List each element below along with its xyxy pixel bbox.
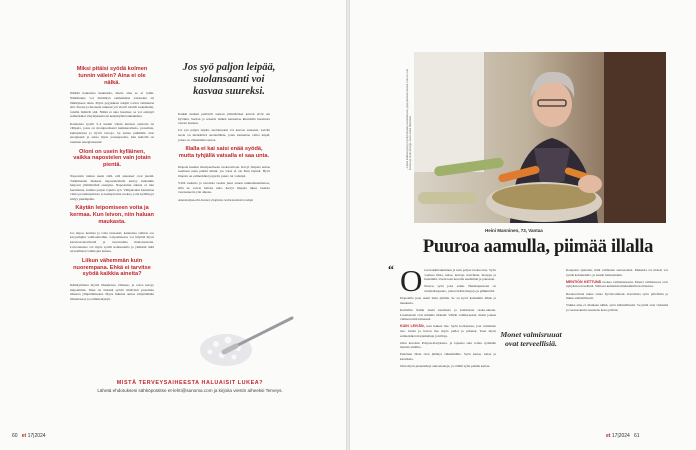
body-paragraph: Nälkää kannattaa kuunnella, mutta aina se ei toimi. Nälkätunne voi häiriintyä esimerkiksi sairauden tai lääkityksen takia. Myös psyykkiset tekijät voivat vaimentaa sitä. Stressi ja huonosti nukutut yöt vievät toisilla ruokahalun, toisilla lisäävät sitä. Nälkä ei aina huomaa; se voi esiintyä esimerkiksi väsymyksenä tai keskittymisvaikeuksina. xyxy=(70,91,154,119)
portrait-photo xyxy=(414,52,666,223)
question-heading: Oloni on usein kylläinen, vaikka napostelen vain jotain pientä. xyxy=(73,148,151,169)
body-paragraph: Napostelu tuntuu usein siltä, että annokset ovat pieniä. Tutkimusten mukaan napostelemalla kertyy kuitenkin helposti ylimääräistä energiaa. Napostelun aikana ei tule huomattua, kuinka paljon lopulta syö. Välipaloiksi kannattaa valita proteiinipitoista ja kuitupitoista ruokaa, jotta kylläisyys säilyy pidempään. xyxy=(70,173,154,201)
right-column-2 xyxy=(566,268,668,315)
page-folio-right xyxy=(606,433,640,439)
footer-title: MISTÄ TERVEYSAIHEESTA HALUAISIT LUKEA? xyxy=(116,380,264,386)
magazine-label: et xyxy=(606,433,611,439)
body-paragraph: Olen kotoisin Pohjois-Karjalasta, ja lapsena sain tottua syömään metsän antimia. xyxy=(400,340,496,350)
body-paragraph: Ruokavalioni tukee omaa hyvinvointiani. Kasviksia syön päivittäin ja liikun säännöllisesti. xyxy=(566,291,668,301)
left-page xyxy=(0,0,346,450)
page-folio-left xyxy=(12,433,46,439)
footer-text: Lähetä ehdotuksesi sähköpostitse et-lehti@sanoma.com ja kirjoita viestin aiheeksi Terveys. xyxy=(97,388,283,393)
salt-spoon-illustration xyxy=(188,300,308,380)
pull-quote: Jos syö paljon leipää, suolansaanti voi kasvaa suureksi. xyxy=(182,62,276,97)
body-paragraph: Kaikki luukun peittävät aterian ylimääräiset kalorit eivät ole hyväksi. Suolan ja sokerin lisäksi kannattaa kiinnittää huomiota rasvan laatuun. xyxy=(178,112,270,126)
footer-note xyxy=(60,380,320,393)
right-column-1 xyxy=(400,263,496,371)
source-note: Asiantuntijana Itä-Suomen yliopiston ravitsemustieteen tutkija xyxy=(178,197,253,202)
body-text: ruokaa valmistaessani. Monet valmisruoat ovat nykyään terveellisiä. Valitsen kuitenkin mieluummin kotiruokaa. xyxy=(566,279,668,289)
body-paragraph: Jos syö paljon leipää, suolansaanti voi kasvaa suureksi. Leivän suola on merkittävä suolanlähde, joten kannattaa valita leipiä, joissa on vähemmän suolaa. xyxy=(178,128,270,142)
question-heading: Illalla ei kai saisi enää syödä, mutta tyhjällä vatsalla ei saa unta. xyxy=(178,146,270,159)
drop-cap: O xyxy=(400,263,423,298)
woman-cooking-photo xyxy=(414,52,666,223)
page-number: 61 xyxy=(634,433,640,439)
photo-caption: – Lähes kaikkea pystyy hyödyntämään ruoanlaitossa, jopa juuresten kuoria, kun ne ovat luomua ja hyvin pestyjä, sanoo Heini Manninen. xyxy=(406,68,412,170)
body-paragraph xyxy=(400,324,496,338)
body-paragraph: Kaupassa ajattelen, mitä valmistan seuraavaksi. Makeista tai maista voi syödä kohtuudella, ja nautin herkuistakin. xyxy=(566,268,668,277)
page-number: 60 xyxy=(12,433,18,439)
left-column-1 xyxy=(70,62,154,304)
question-heading: Käytän leipomiseen voita ja kermaa. Kun leivon, niin haluan maukasta. xyxy=(70,205,154,226)
question-heading: Miksi pitäisi syödä kolmen tunnin välein? Aina ei ole nälkä. xyxy=(76,66,148,86)
body-paragraph: Vaikka aina ei olisikaan nälkä, syön säännöllisesti. Se pitää olon virkeänä ja verensokerin tasaisena koko päivän. xyxy=(566,303,668,312)
pull-quote-right: Monet valmisruuat ovat terveellisiä. xyxy=(500,330,562,348)
issue-number: 17|2024 xyxy=(611,433,630,439)
body-text: teen kaiken itse. Syön kotiruokaa, jota valmistan itse. Ostan ja leivon itse myös pullat ja piirakat. Teen myös esimerkiksi marjamehuja ja hilloja. xyxy=(400,324,496,338)
magazine-label: et xyxy=(21,433,27,439)
body-paragraph: Kannattaa syödä 3–4 tunnin välein kunnon aterioita tai välipala, jossa on monipuolisesti kuitukasviksia, proteiinia, kuitupitoisia ja hyviä rasvoja. Se auttaa pitämään olon energisenä ja antaa myös jousenpuolta, kun kehollä on tasainen energiansaanti. xyxy=(70,121,154,144)
body-paragraph: Olen myös pienentänyt annoskokoja, ja välillä syön pelkän keiton. xyxy=(400,364,491,369)
left-column-2 xyxy=(178,112,270,205)
body-paragraph: Jos leipoo kermaa ja voita runsaasti, kannattaa vaihtaa osa kevyempiin vaihtoehtoihin. Leipomisessa voi käyttää myös kasvirasvalevitteitä ja rasvattomia maitotuotteita. Leivonnaisia voi myös syödä kohtuudella ja yhdistää niitä terveellisten valintojen kanssa. xyxy=(70,230,154,254)
body-paragraph: Puuroa syön joka aamu. Herkkupuuroni on ruismaltaspuuro, johon lisään marjoja ja pähkinöitä. xyxy=(424,284,496,293)
article-headline: Puuroa aamulla, piimää illalla xyxy=(422,237,654,257)
body-paragraph: Punaisen lihan olen jättänyt vähemmälle. Syön kanaa, kalaa ja kasviksia. xyxy=(400,352,496,362)
question-heading: Liikun vähemmän kuin nuorempana. Ehkä ei tarvitse syödä kaikkia aineita? xyxy=(73,257,151,278)
quote-mark-icon: “ xyxy=(388,262,394,276)
body-paragraph: Iltapala kuuluu monipuoliseen ruokavalioon. Kevyt iltapala auttaa saamaan unen päästä kiinni, jos vatsa ei ole liian täynnä. Hyvä iltapala on esimerkiksi jogurtti, puuro tai voileipä. xyxy=(178,164,270,178)
body-paragraph: Iltapalalla juon usein lasin piimää. Se on hyvä kalsiumin lähde ja maukasta. xyxy=(400,296,496,305)
body-paragraph: Keittiöön lisään usein kasviksia ja kotimaisia raaka-aineita. Luomuasiat ovat minulle tärkeitä. Vältän valmisruokia, mutta joskus valitsen niitä kiireessä. xyxy=(400,307,496,322)
body-paragraph: Vältä raskaita ja rasvaisia ruokia juuri ennen nukkumaanmenoa, sillä ne voivat haitata unta. Kevyt iltapala tukee tasaista verensokeria yön aikana. xyxy=(178,181,270,195)
red-lead-in: KUIN LEIVÄN, xyxy=(400,324,425,329)
photo-credit: Heini Manninen, 73, Vantaa xyxy=(485,228,543,233)
body-paragraph: len kokkitrakukinen ja teen paljon ruokaa itse. Syön vaaleaa lihaa, kalaa, kettoja, kasviksia, marjoja ja hedelmiä. Usein teen kerralla enemmän ja pakastan. xyxy=(424,268,496,282)
issue-number: 17|2024 xyxy=(27,433,46,439)
body-paragraph: Ikääntyminen myötä lihasmassa vähenee, ja rasva kertyy helpommin. Siksi on tärkeää syödä riittävästi proteiinia lihasten ylläpitämiseksi. Myös liikunta auttaa säilyttämään lihasmassaa ja toimintakykyä. xyxy=(70,283,154,301)
red-lead-in: MENTIÖN KETTUNÄ xyxy=(566,279,602,284)
body-paragraph xyxy=(566,280,668,289)
